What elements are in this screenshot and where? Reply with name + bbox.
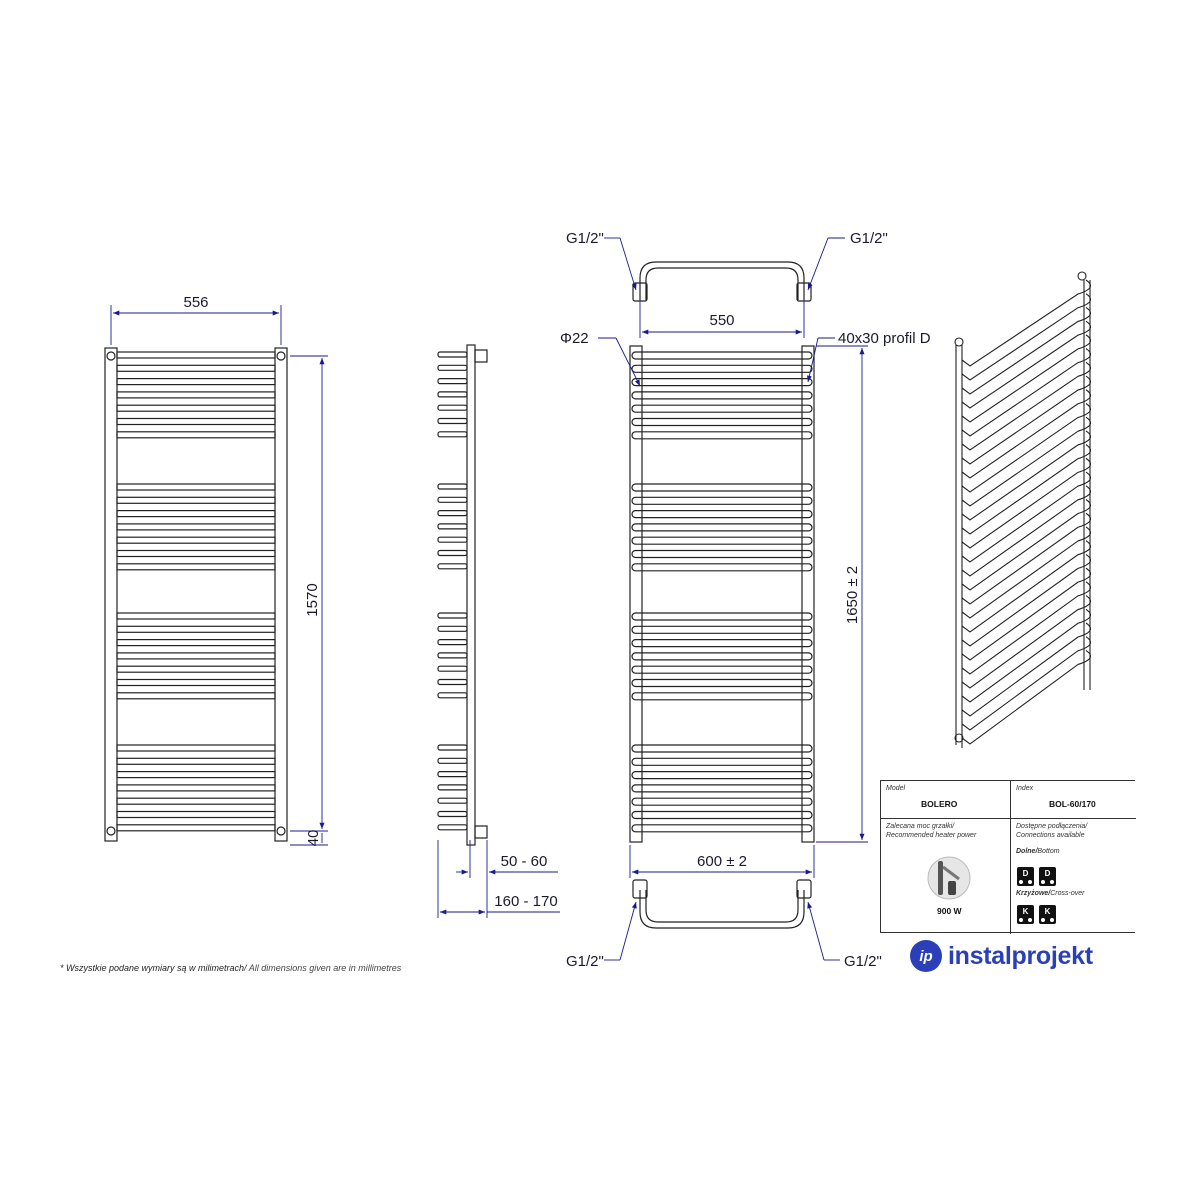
cross-badge-2: K [1039, 905, 1056, 924]
bottom-connections-label [1016, 847, 1060, 856]
iso-bar [962, 403, 1091, 492]
main-bar [632, 497, 812, 504]
front-view [105, 348, 287, 841]
side-bar [438, 613, 467, 618]
bottom-badge-1: D [1017, 867, 1034, 886]
main-bar [632, 653, 812, 660]
side-bar [438, 758, 467, 763]
side-bottom-stub [475, 826, 487, 838]
footnote-en: All dimensions given are in millimetres [246, 963, 402, 973]
main-bar [632, 785, 812, 792]
connections-label-pl: Dostępne podłączenia/ [1016, 823, 1088, 830]
front-bar [117, 419, 275, 425]
side-bar [438, 419, 467, 424]
model-value: BOLERO [921, 799, 958, 809]
main-bar [632, 812, 812, 819]
bottom-badge-2: D [1039, 867, 1056, 886]
connections-label-en: Connections available [1016, 832, 1085, 839]
front-width-label: 556 [183, 294, 209, 311]
iso-bar [962, 431, 1091, 520]
iso-bar [962, 472, 1091, 562]
front-bar [117, 680, 275, 686]
iso-bar [962, 445, 1091, 534]
main-bar [632, 825, 812, 832]
heater-icon [926, 855, 972, 901]
main-bar [632, 432, 812, 439]
front-bar [117, 432, 275, 438]
connection-spacing-label: 550 [709, 312, 735, 329]
bottom-label-en: Bottom [1037, 848, 1060, 855]
side-bar [438, 772, 467, 777]
front-right-rail [275, 348, 287, 841]
front-bar [117, 745, 275, 751]
iso-bar [962, 513, 1091, 604]
front-bar [117, 613, 275, 619]
tube-diameter-label: Φ22 [560, 330, 589, 347]
main-bar [632, 405, 812, 412]
side-bar [438, 812, 467, 817]
main-bar [632, 798, 812, 805]
main-bar [632, 537, 812, 544]
front-bar [117, 825, 275, 831]
brand-mark: ip [910, 940, 942, 972]
front-bar [117, 693, 275, 699]
side-bar [438, 379, 467, 384]
model-cell [881, 781, 1011, 819]
main-bar [632, 666, 812, 673]
bottom-label-pl: Dolne/ [1016, 848, 1038, 855]
main-bar [632, 365, 812, 372]
main-bar [632, 564, 812, 571]
main-bar [632, 551, 812, 558]
index-label: Index [1016, 785, 1034, 792]
side-bar [438, 825, 467, 830]
depth-small-label: 50 - 60 [500, 853, 548, 870]
front-bar [117, 511, 275, 517]
total-width-label: 600 ± 2 [697, 853, 747, 870]
front-bar [117, 812, 275, 818]
main-bar [632, 511, 812, 518]
side-bar [438, 352, 467, 357]
main-bar [632, 379, 812, 386]
front-left-rail [105, 348, 117, 841]
power-label-pl: Zalecana moc grzałki/ [886, 823, 955, 830]
main-bar [632, 524, 812, 531]
power-label-en: Recommended heater power [886, 832, 977, 839]
isometric-view [955, 272, 1091, 748]
footnote-pl: * Wszystkie podane wymiary są w milimetrach/ [60, 963, 247, 973]
side-bar [438, 693, 467, 698]
front-bar [117, 564, 275, 570]
front-bar [117, 758, 275, 764]
side-top-stub [475, 350, 487, 362]
front-bar [117, 497, 275, 503]
thread-bottom-left-label: G1/2" [566, 953, 604, 970]
side-rail [467, 345, 475, 845]
front-bar [117, 537, 275, 543]
front-bar [117, 524, 275, 530]
iso-bar [962, 650, 1091, 744]
main-bar [632, 680, 812, 687]
thread-top-right-label: G1/2" [850, 230, 888, 247]
thread-bottom-right-label: G1/2" [844, 953, 882, 970]
iso-bar [962, 417, 1091, 506]
front-bar [117, 379, 275, 385]
footnote [60, 963, 401, 973]
main-bar [632, 352, 812, 359]
front-cap-tl [107, 352, 115, 360]
index-value: BOL-60/170 [1049, 799, 1096, 809]
front-bar [117, 798, 275, 804]
iso-bar [962, 349, 1091, 436]
side-bar [438, 680, 467, 685]
side-bar [438, 653, 467, 658]
side-bar [438, 551, 467, 556]
side-bar [438, 484, 467, 489]
model-label: Model [886, 785, 906, 792]
side-bar [438, 511, 467, 516]
cross-label-en: Cross-over [1050, 890, 1085, 897]
main-bar [632, 613, 812, 620]
iso-bar [962, 637, 1091, 730]
iso-bars [962, 280, 1091, 744]
total-height-label: 1650 ± 2 [844, 565, 861, 625]
front-bar [117, 785, 275, 791]
iso-bar [962, 458, 1091, 548]
side-bar [438, 392, 467, 397]
cross-badge-1: K [1017, 905, 1034, 924]
side-bar [438, 564, 467, 569]
thread-top-left-label: G1/2" [566, 230, 604, 247]
connections-cell [1011, 819, 1136, 934]
side-bar [438, 524, 467, 529]
main-bar [632, 758, 812, 765]
main-bar [632, 640, 812, 647]
top-handle-inner [646, 268, 798, 300]
iso-bar [962, 362, 1091, 450]
iso-bar [962, 376, 1091, 464]
depth-total-label: 160 - 170 [494, 893, 558, 910]
cross-connections-label [1016, 889, 1084, 898]
power-cell [881, 819, 1011, 934]
side-bar [438, 432, 467, 437]
front-cap-tr [277, 352, 285, 360]
front-cap-bl [107, 827, 115, 835]
brand-logo [910, 938, 1093, 974]
brand-name: instalprojekt [948, 941, 1093, 970]
side-view [438, 345, 487, 845]
profile-label: 40x30 profil D [838, 330, 931, 347]
side-bar [438, 626, 467, 631]
side-bar [438, 405, 467, 410]
front-cap-br [277, 827, 285, 835]
main-bar [632, 484, 812, 491]
front-bar [117, 772, 275, 778]
side-bar [438, 640, 467, 645]
spec-table [880, 780, 1135, 933]
iso-bar [962, 500, 1091, 590]
front-bars [117, 352, 275, 831]
side-bar [438, 785, 467, 790]
front-bar [117, 551, 275, 557]
side-bar [438, 745, 467, 750]
side-bar [438, 798, 467, 803]
front-bar [117, 352, 275, 358]
front-bar [117, 365, 275, 371]
side-bars [438, 352, 467, 830]
side-bar [438, 497, 467, 502]
front-height-label: 1570 [304, 583, 321, 617]
front-bar [117, 666, 275, 672]
side-bar [438, 666, 467, 671]
iso-cap-top-right [1078, 272, 1086, 280]
main-bars [632, 352, 812, 832]
index-cell [1011, 781, 1136, 819]
front-bar [117, 653, 275, 659]
main-view [630, 262, 814, 928]
main-bar [632, 392, 812, 399]
main-bar [632, 772, 812, 779]
cross-label-pl: Krzyżowe/ [1016, 890, 1051, 897]
power-value: 900 W [937, 906, 962, 916]
iso-cap-top-left [955, 338, 963, 346]
side-bar [438, 537, 467, 542]
main-bar [632, 693, 812, 700]
main-bar [632, 626, 812, 633]
bottom-handle-inner [646, 890, 798, 922]
front-bar [117, 405, 275, 411]
iso-bar [962, 390, 1091, 478]
front-bar [117, 626, 275, 632]
main-bar [632, 419, 812, 426]
main-bar [632, 745, 812, 752]
front-bar [117, 484, 275, 490]
bottom-offset-label: 40 [305, 829, 322, 847]
side-bar [438, 365, 467, 370]
iso-bar [962, 486, 1091, 576]
front-bar [117, 640, 275, 646]
front-bar [117, 392, 275, 398]
